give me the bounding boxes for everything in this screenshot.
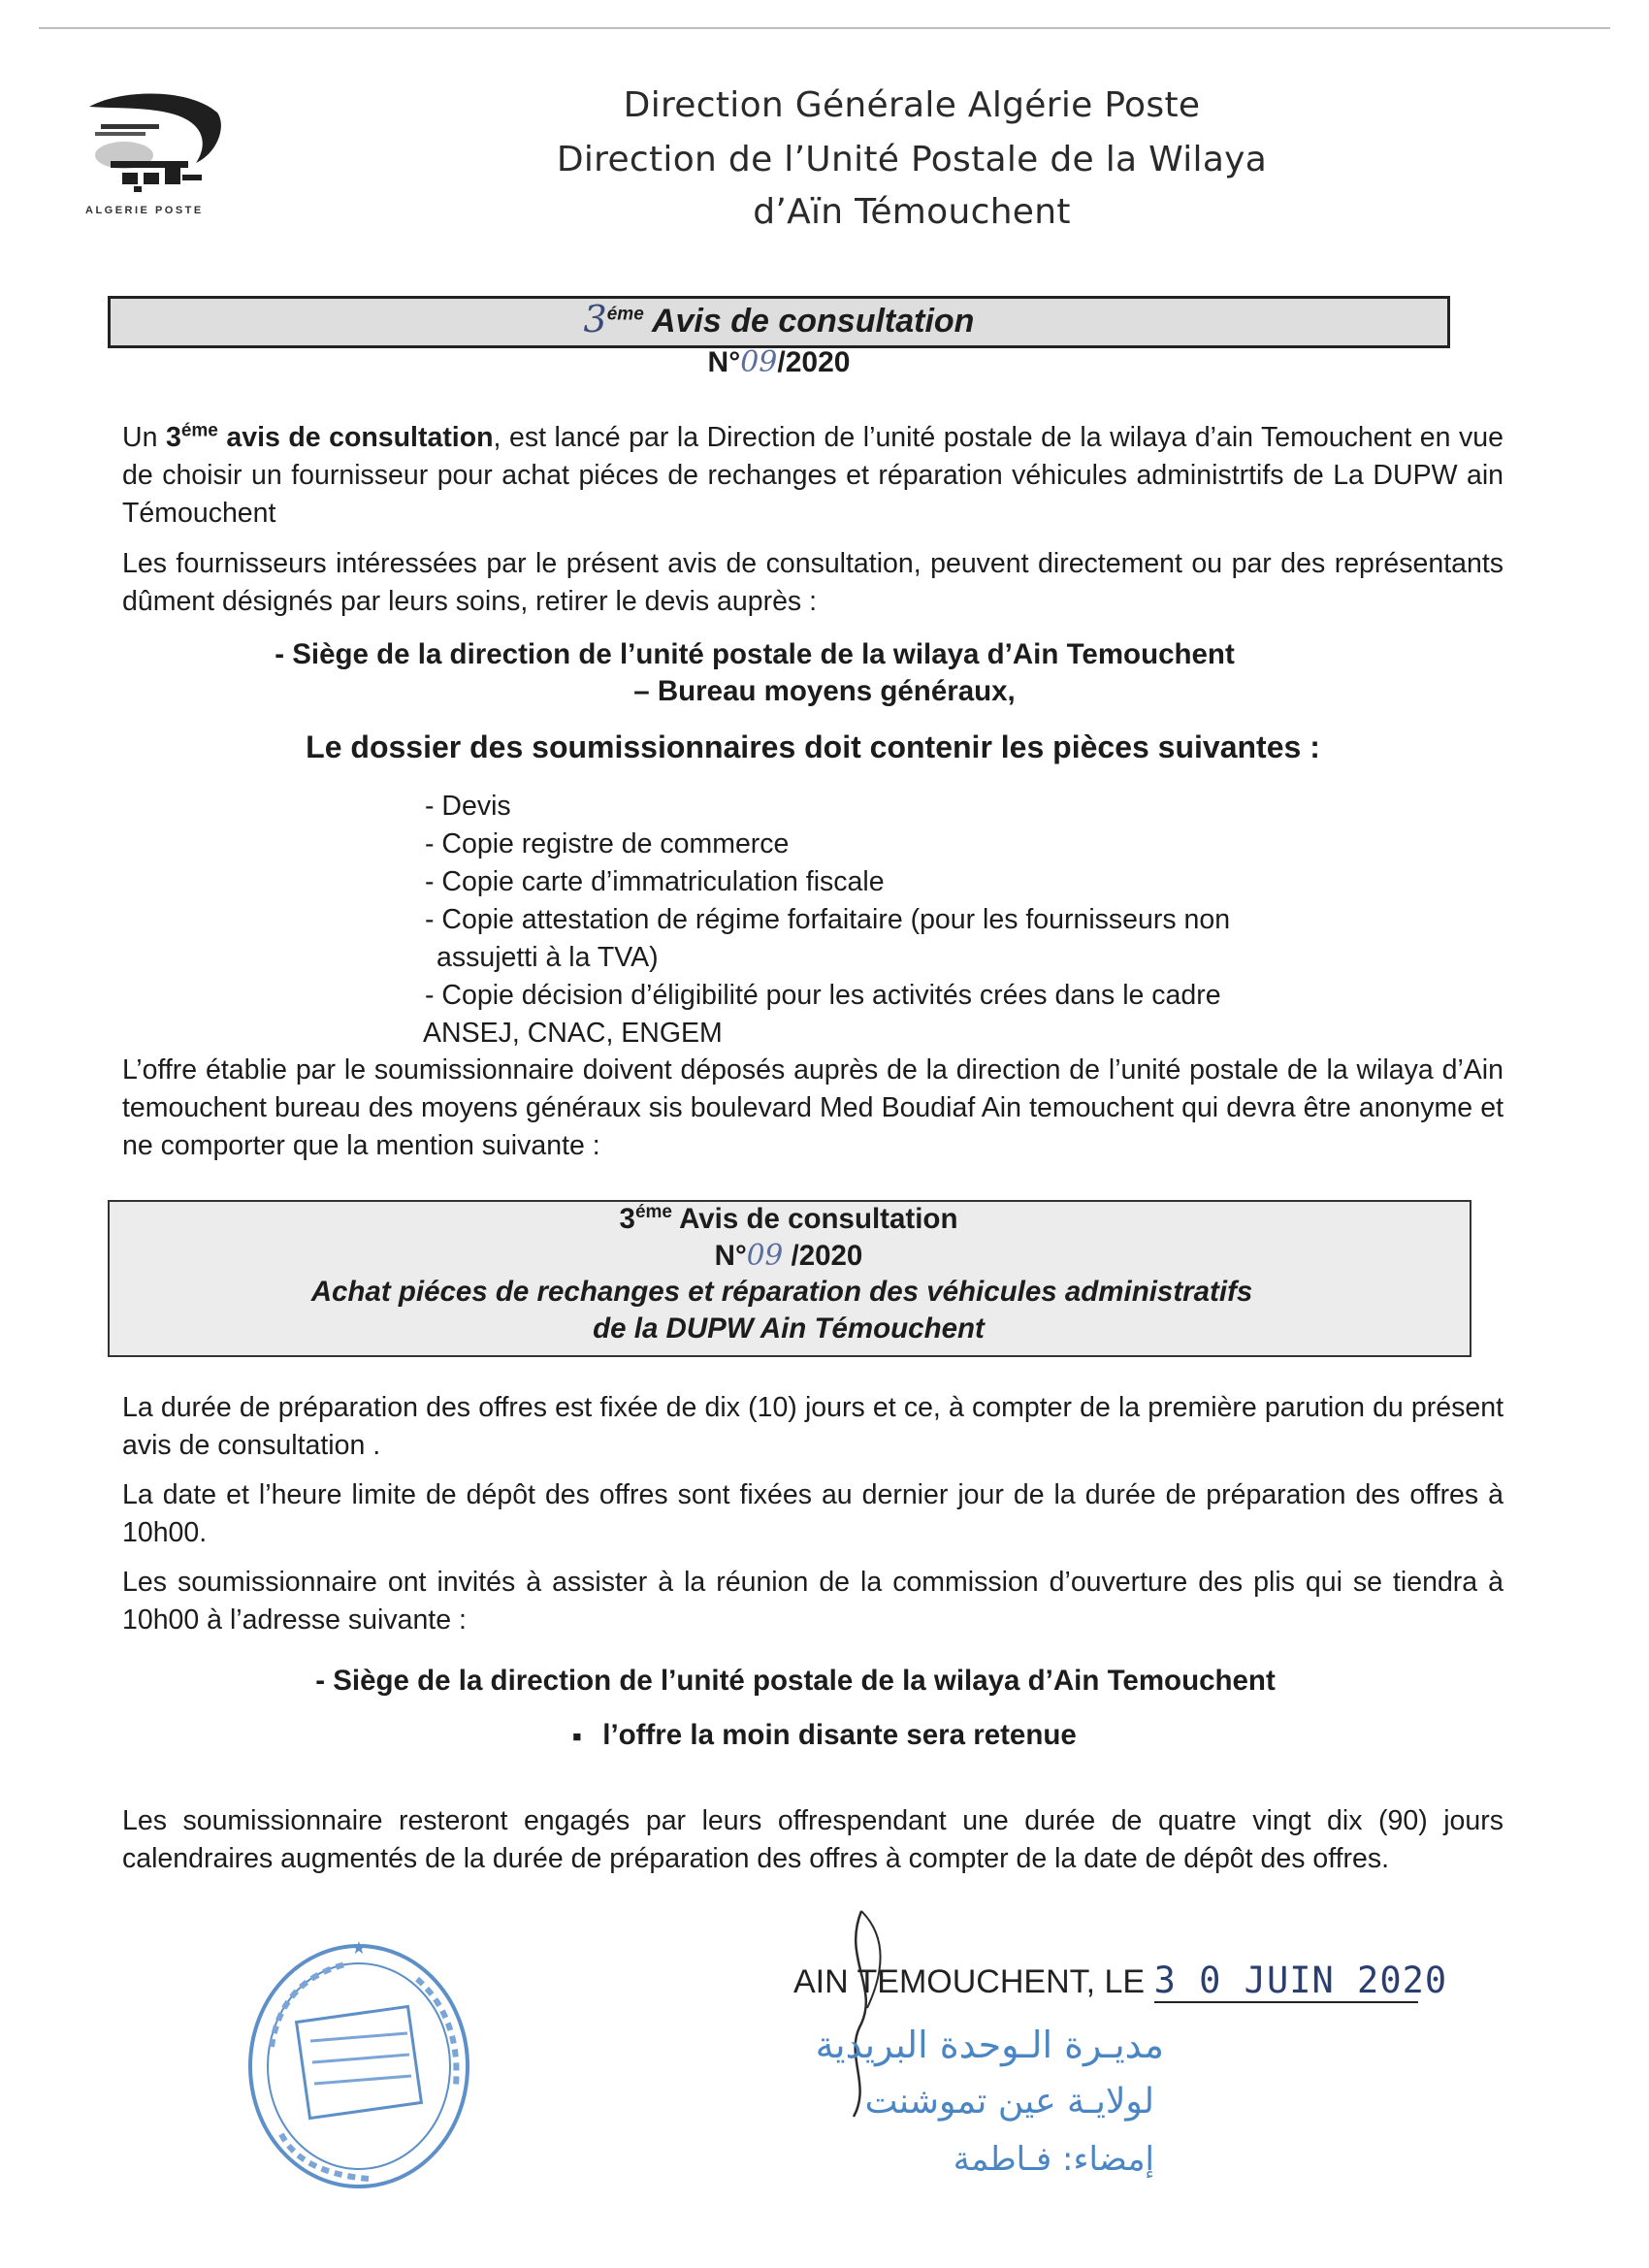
list-item: - Copie registre de commerce — [425, 828, 790, 859]
withdraw-office: – Bureau moyens généraux, — [633, 675, 1016, 707]
mention-line-3: Achat piéces de rechanges et réparation des véhicules administratifs — [310, 1276, 1253, 1308]
intro-p1-bold: avis de consultation — [217, 422, 494, 453]
mention-number-suffix: /2020 — [783, 1240, 863, 1272]
mention-title — [108, 1203, 1470, 1236]
header-line-1: Direction Générale Algérie Poste — [623, 85, 1201, 125]
list-item: - Copie carte d’immatriculation fiscale — [425, 866, 885, 897]
list-item: assujetti à la TVA) — [436, 942, 659, 973]
svg-text:★: ★ — [350, 1940, 368, 1958]
algerie-poste-logo — [81, 85, 227, 202]
bullet-icon: ■ — [572, 1728, 582, 1745]
logo-text: ALGERIE POSTE — [85, 205, 204, 216]
intro-p1-sup: éme — [180, 420, 218, 441]
terms-paragraph-1: La durée de préparation des offres est fixée de dix (10) jours et ce, à compter de la première parution du présent avis de consultation . — [122, 1392, 1504, 1461]
list-item: - Copie attestation de régime forfaitaire (pour les fournisseurs non — [425, 904, 1231, 935]
title-text — [108, 298, 1450, 340]
intro-p1-ordinal: 3 — [165, 422, 181, 453]
terms-paragraph-4: Les soumissionnaire resteront engagés par leurs offrespendant une durée de quatre vingt dix (90) jours calendraires augmentés de la durée de préparation des offres à compter de la date de dépôt des offres. — [122, 1805, 1504, 1874]
arabic-signature-line-1: مديـرة الـوحدة البريدية — [815, 2024, 1164, 2066]
intro-paragraph-1 — [122, 419, 1504, 533]
selection-rule-text: l’offre la moin disante sera retenue — [602, 1719, 1077, 1751]
official-stamp — [242, 1940, 475, 2192]
stamp-seal-icon — [242, 1940, 475, 2192]
title-number-handwritten: 09 — [740, 345, 778, 379]
title-number — [108, 345, 1450, 379]
offer-paragraph: L’offre établie par le soumissionnaire doivent déposés auprès de la direction de l’unité postale de la wilaya d’Ain temouchent bureau des moyens généraux sis boulevard Med Boudiaf Ain temouchent qui devra être anonyme et ne comporter que la mention suivante : — [122, 1054, 1504, 1161]
list-item: ANSEJ, CNAC, ENGEM — [423, 1018, 723, 1049]
list-item: - Devis — [425, 791, 511, 822]
selection-rule — [0, 1719, 1649, 1752]
withdraw-address: - Siège de la direction de l’unité postale de la wilaya d’Ain Temouchent — [275, 638, 1235, 670]
header-line-2: Direction de l’Unité Postale de la Wilaya — [556, 140, 1268, 179]
intro-paragraph-2: Les fournisseurs intéressées par le présent avis de consultation, peuvent directement ou par des représentants dûment désignés par leurs soins, retirer le devis auprès : — [122, 548, 1504, 617]
arabic-signature-line-3: إمضاء: فـاطمة — [953, 2140, 1154, 2179]
signature-date-line — [793, 1960, 1448, 2003]
top-rule — [39, 27, 1610, 29]
mention-ordinal-sup: éme — [634, 1202, 672, 1223]
signature-place: AIN TEMOUCHENT, LE — [793, 1963, 1146, 2000]
intro-p1-a: Un — [122, 422, 166, 453]
mention-title-text: Avis de consultation — [671, 1203, 958, 1235]
title-ordinal-sup: éme — [606, 304, 644, 325]
meeting-address: - Siège de la direction de l’unité postale de la wilaya d’Ain Temouchent — [315, 1665, 1276, 1697]
arabic-signature-line-2: لولايـة عين تموشنت — [864, 2082, 1154, 2122]
mention-number — [108, 1239, 1470, 1273]
logo-emblem-icon — [81, 85, 227, 202]
mention-ordinal: 3 — [619, 1203, 635, 1235]
mention-number-prefix: N° — [714, 1240, 747, 1272]
signature-date: 3 0 JUIN 2020 — [1153, 1960, 1448, 2001]
mention-number-handwritten: 09 — [746, 1239, 784, 1272]
title-label: Avis de consultation — [651, 303, 975, 340]
header-line-3: d’Aïn Témouchent — [753, 192, 1071, 232]
dossier-heading: Le dossier des soumissionnaires doit contenir les pièces suivantes : — [306, 729, 1320, 764]
terms-paragraph-2: La date et l’heure limite de dépôt des offres sont fixées au dernier jour de la durée de préparation des offres à 10h00. — [122, 1479, 1504, 1548]
intro-p1-rest: , est lancé par la Direction de l’unité postale de la wilaya d’ain Temouchent en vue de choisir un fournisseur pour achat piéces de rechanges et réparation véhicules administrtifs de La DUPW ain Témouchent — [122, 422, 1504, 529]
list-item: - Copie décision d’éligibilité pour les activités crées dans le cadre — [425, 980, 1221, 1011]
dossier-list — [425, 788, 1492, 1053]
terms-paragraph-3: Les soumissionnaire ont invités à assister à la réunion de la commission d’ouverture des plis qui se tiendra à 10h00 à l’adresse suivante : — [122, 1567, 1504, 1636]
title-number-suffix: /2020 — [777, 346, 851, 378]
title-number-prefix: N° — [707, 346, 741, 378]
mention-line-4: de la DUPW Ain Témouchent — [593, 1312, 985, 1345]
title-ordinal: 3 — [583, 298, 607, 340]
